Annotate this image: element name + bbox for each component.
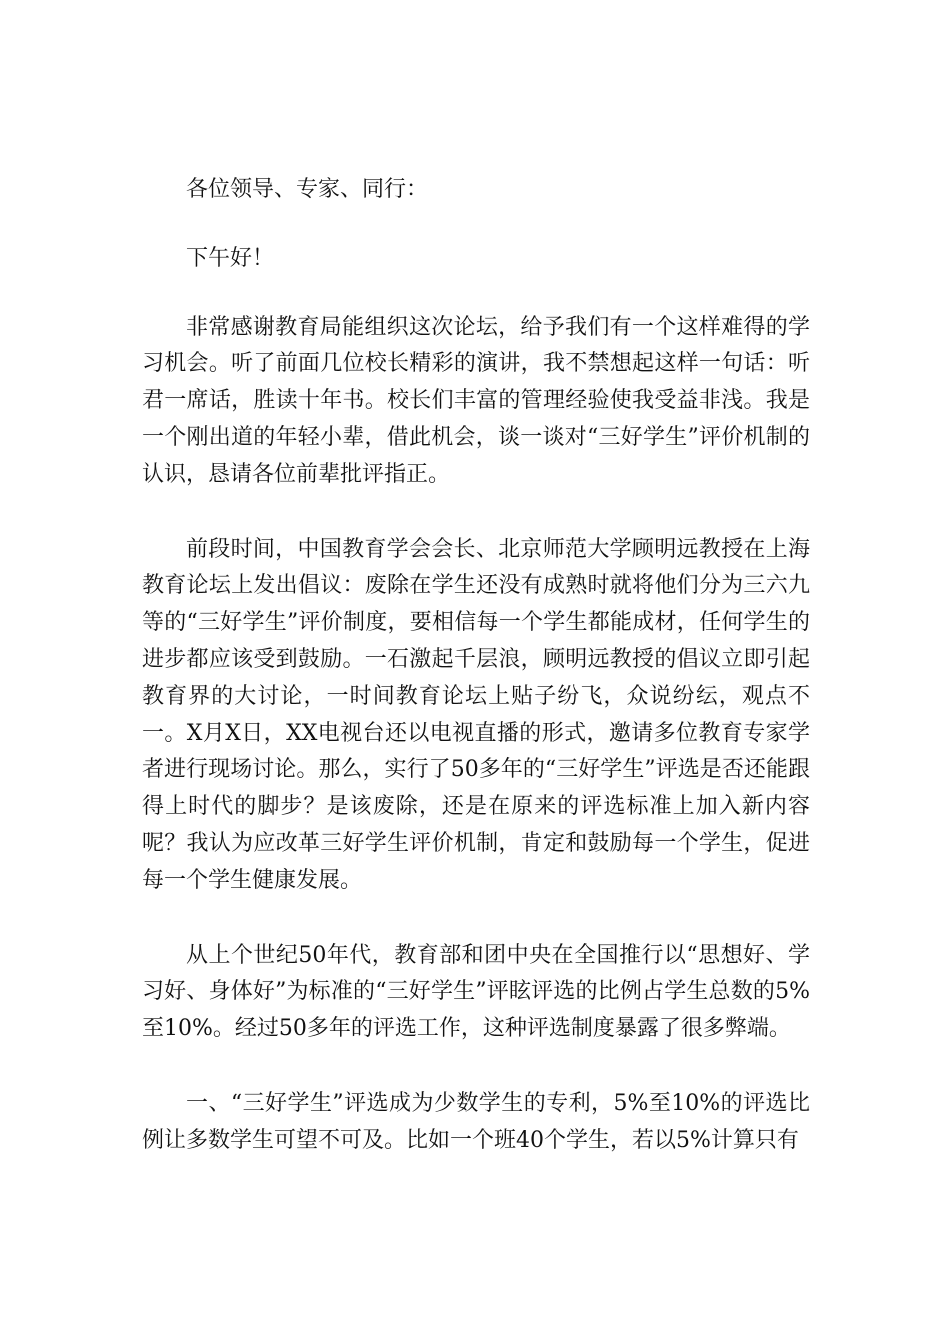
paragraph-intro: 非常感谢教育局能组织这次论坛，给予我们有一个这样难得的学习机会。听了前面几位校长精彩的演讲，我不禁想起这样一句话：听君一席话，胜读十年书。校长们丰富的管理经验使我受益非浅。我是一个刚出道的年轻小辈，借此机会，谈一谈对“三好学生”评价机制的认识，恳请各位前辈批评指正。 — [142, 314, 810, 487]
paragraph-background: 前段时间，中国教育学会会长、北京师范大学顾明远教授在上海教育论坛上发出倡议：废除在学生还没有成熟时就将他们分为三六九等的“三好学生”评价制度，要相信每一个学生都能成材，任何学生的进步都应该受到鼓励。一石激起千层浪，顾明远教授的倡议立即引起教育界的大讨论，一时间教育论坛上贴子纷飞，众说纷纭，观点不一。X月X日，XX电视台还以电视直播的形式，邀请多位教育专家学者进行现场讨论。那么，实行了50多年的“三好学生”评选是否还能跟得上时代的脚步？是该废除，还是在原来的评选标准上加入新内容呢？我认为应改革三好学生评价机制，肯定和鼓励每一个学生，促进每一个学生健康发展。 — [142, 536, 810, 893]
salutation: 各位领导、专家、同行： — [186, 177, 429, 202]
paragraph-history: 从上个世纪50年代，教育部和团中央在全国推行以“思想好、学习好、身体好”为标准的“三好学生”评眩评选的比例占学生总数的5%至10%。经过50多年的评选工作，这种评选制度暴露了很多弊端。 — [142, 942, 810, 1042]
greeting: 下午好！ — [186, 245, 275, 271]
document-body — [142, 172, 810, 1160]
paragraph-point-one: 一、“三好学生”评选成为少数学生的专利，5%至10%的评选比例让多数学生可望不可及。比如一个班40个学生，若以5%计算只有 — [142, 1090, 810, 1153]
